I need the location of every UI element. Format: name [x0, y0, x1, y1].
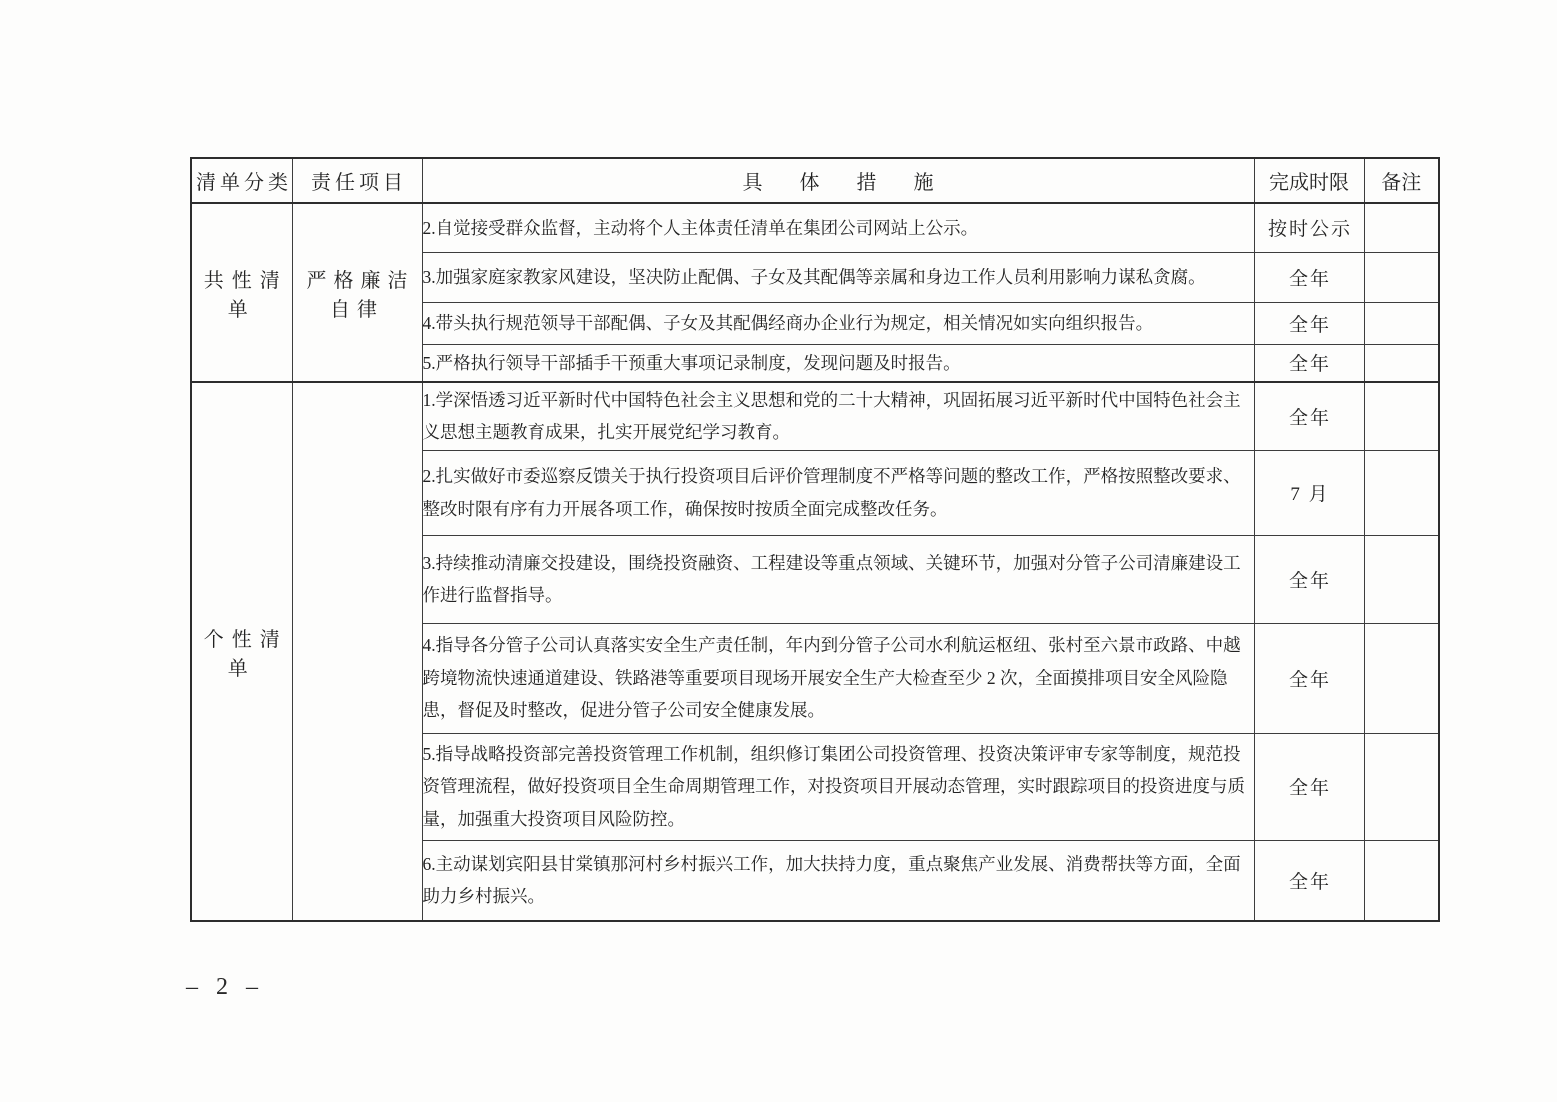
table-header-row	[191, 158, 1439, 203]
measure-cell: 5.指导战略投资部完善投资管理工作机制，组织修订集团公司投资管理、投资决策评审专家等制度，规范投资管理流程，做好投资项目全生命周期管理工作，对投资项目开展动态管理，实时跟踪项目的投资进度与质量，加强重大投资项目风险防控。	[422, 733, 1254, 840]
project-cell-empty	[292, 382, 422, 921]
remark-cell	[1364, 344, 1439, 382]
remark-cell	[1364, 840, 1439, 921]
deadline-cell: 全年	[1254, 535, 1364, 623]
category-cell-common: 共性清单	[191, 203, 292, 382]
header-remark: 备注	[1364, 158, 1439, 203]
table-row	[191, 203, 1439, 252]
category-cell-individual: 个性清单	[191, 382, 292, 921]
measure-cell: 2.扎实做好市委巡察反馈关于执行投资项目后评价管理制度不严格等问题的整改工作，严格按照整改要求、整改时限有序有力开展各项工作，确保按时按质全面完成整改任务。	[422, 450, 1254, 535]
responsibility-table	[190, 157, 1438, 922]
header-project: 责任项目	[292, 158, 422, 203]
measure-cell: 5.严格执行领导干部插手干预重大事项记录制度，发现问题及时报告。	[422, 344, 1254, 382]
remark-cell	[1364, 252, 1439, 302]
deadline-cell: 7 月	[1254, 450, 1364, 535]
header-measures: 具 体 措 施	[422, 158, 1254, 203]
header-category: 清单分类	[191, 158, 292, 203]
remark-cell	[1364, 450, 1439, 535]
deadline-cell: 全年	[1254, 344, 1364, 382]
deadline-cell: 全年	[1254, 302, 1364, 344]
responsibility-list-table	[190, 157, 1440, 922]
measure-cell: 3.加强家庭家教家风建设，坚决防止配偶、子女及其配偶等亲属和身边工作人员利用影响力谋私贪腐。	[422, 252, 1254, 302]
measure-cell: 1.学深悟透习近平新时代中国特色社会主义思想和党的二十大精神，巩固拓展习近平新时代中国特色社会主义思想主题教育成果，扎实开展党纪学习教育。	[422, 382, 1254, 450]
table-row	[191, 382, 1439, 450]
remark-cell	[1364, 733, 1439, 840]
measure-cell: 4.带头执行规范领导干部配偶、子女及其配偶经商办企业行为规定，相关情况如实向组织报告。	[422, 302, 1254, 344]
deadline-cell: 全年	[1254, 840, 1364, 921]
deadline-cell: 全年	[1254, 733, 1364, 840]
measure-cell: 6.主动谋划宾阳县甘棠镇那河村乡村振兴工作，加大扶持力度，重点聚焦产业发展、消费帮扶等方面，全面助力乡村振兴。	[422, 840, 1254, 921]
deadline-cell: 按时公示	[1254, 203, 1364, 252]
remark-cell	[1364, 623, 1439, 733]
deadline-cell: 全年	[1254, 382, 1364, 450]
deadline-cell: 全年	[1254, 623, 1364, 733]
measure-cell: 2.自觉接受群众监督，主动将个人主体责任清单在集团公司网站上公示。	[422, 203, 1254, 252]
remark-cell	[1364, 203, 1439, 252]
measure-cell: 3.持续推动清廉交投建设，围绕投资融资、工程建设等重点领域、关键环节，加强对分管子公司清廉建设工作进行监督指导。	[422, 535, 1254, 623]
remark-cell	[1364, 302, 1439, 344]
deadline-cell: 全年	[1254, 252, 1364, 302]
header-deadline: 完成时限	[1254, 158, 1364, 203]
measure-cell: 4.指导各分管子公司认真落实安全生产责任制，年内到分管子公司水利航运枢纽、张村至六景市政路、中越跨境物流快速通道建设、铁路港等重要项目现场开展安全生产大检查至少 2 次，全面摸排项目安全风险隐患，督促及时整改，促进分管子公司安全健康发展。	[422, 623, 1254, 733]
project-cell-integrity: 严格廉洁自律	[292, 203, 422, 382]
remark-cell	[1364, 382, 1439, 450]
remark-cell	[1364, 535, 1439, 623]
page-number: – 2 –	[186, 974, 264, 1000]
